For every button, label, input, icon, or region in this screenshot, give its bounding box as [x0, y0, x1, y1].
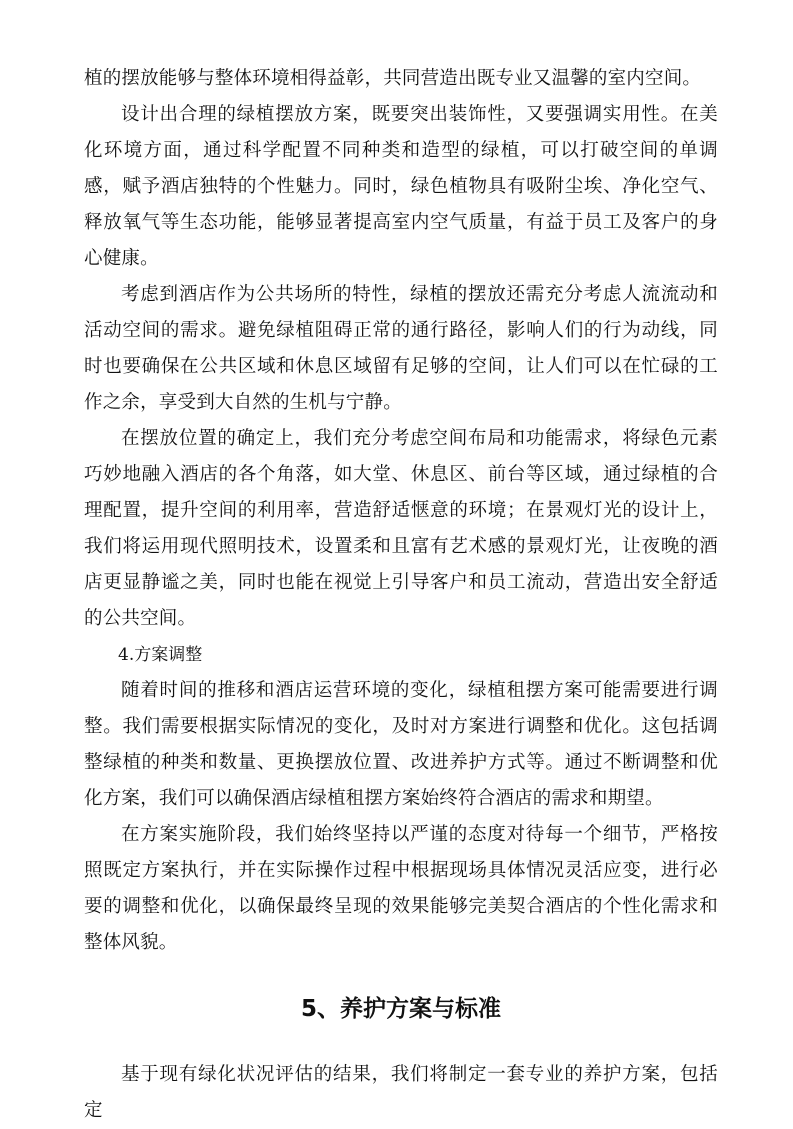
- subheading-plan-adjustment: 4.方案调整: [118, 645, 203, 665]
- paragraph-adjustment: 随着时间的推移和酒店运营环境的变化，绿植租摆方案可能需要进行调整。我们需要根据实际情况的变化，及时对方案进行调整和优化。这包括调整绿植的种类和数量、更换摆放位置、改进养护方式等。通过不断调整和优化方案，我们可以确保酒店绿植租摆方案始终符合酒店的需求和期望。: [84, 680, 718, 809]
- paragraph-maintenance-intro: 基于现有绿化状况评估的结果，我们将制定一套专业的养护方案，包括定: [84, 1064, 718, 1121]
- paragraph-public-space: 考虑到酒店作为公共场所的特性，绿植的摆放还需充分考虑人流流动和活动空间的需求。避免绿植阻碍正常的通行路径，影响人们的行为动线，同时也要确保在公共区域和休息区域留有足够的空间，让人们可以在忙碌的工作之余，享受到大自然的生机与宁静。: [84, 284, 718, 413]
- paragraph-design-plan: 设计出合理的绿植摆放方案，既要突出装饰性，又要强调实用性。在美化环境方面，通过科学配置不同种类和造型的绿植，可以打破空间的单调感，赋予酒店独特的个性魅力。同时，绿色植物具有吸附尘埃、净化空气、释放氧气等生态功能，能够显著提高室内空气质量，有益于员工及客户的身心健康。: [84, 104, 718, 269]
- section-heading-maintenance: 5、养护方案与标准: [300, 996, 501, 1022]
- paragraph-placement-lighting: 在摆放位置的确定上，我们充分考虑空间布局和功能需求，将绿色元素巧妙地融入酒店的各个角落，如大堂、休息区、前台等区域，通过绿植的合理配置，提升空间的利用率，营造舒适惬意的环境；在景观灯光的设计上，我们将运用现代照明技术，设置柔和且富有艺术感的景观灯光，让夜晚的酒店更显静谧之美，同时也能在视觉上引导客户和员工流动，营造出安全舒适的公共空间。: [84, 428, 718, 629]
- paragraph-implementation: 在方案实施阶段，我们始终坚持以严谨的态度对待每一个细节，严格按照既定方案执行，并在实际操作过程中根据现场具体情况灵活应变，进行必要的调整和优化，以确保最终呈现的效果能够完美契合酒店的个性化需求和整体风貌。: [84, 824, 718, 953]
- paragraph-continued: 植的摆放能够与整体环境相得益彰，共同营造出既专业又温馨的室内空间。: [84, 68, 702, 89]
